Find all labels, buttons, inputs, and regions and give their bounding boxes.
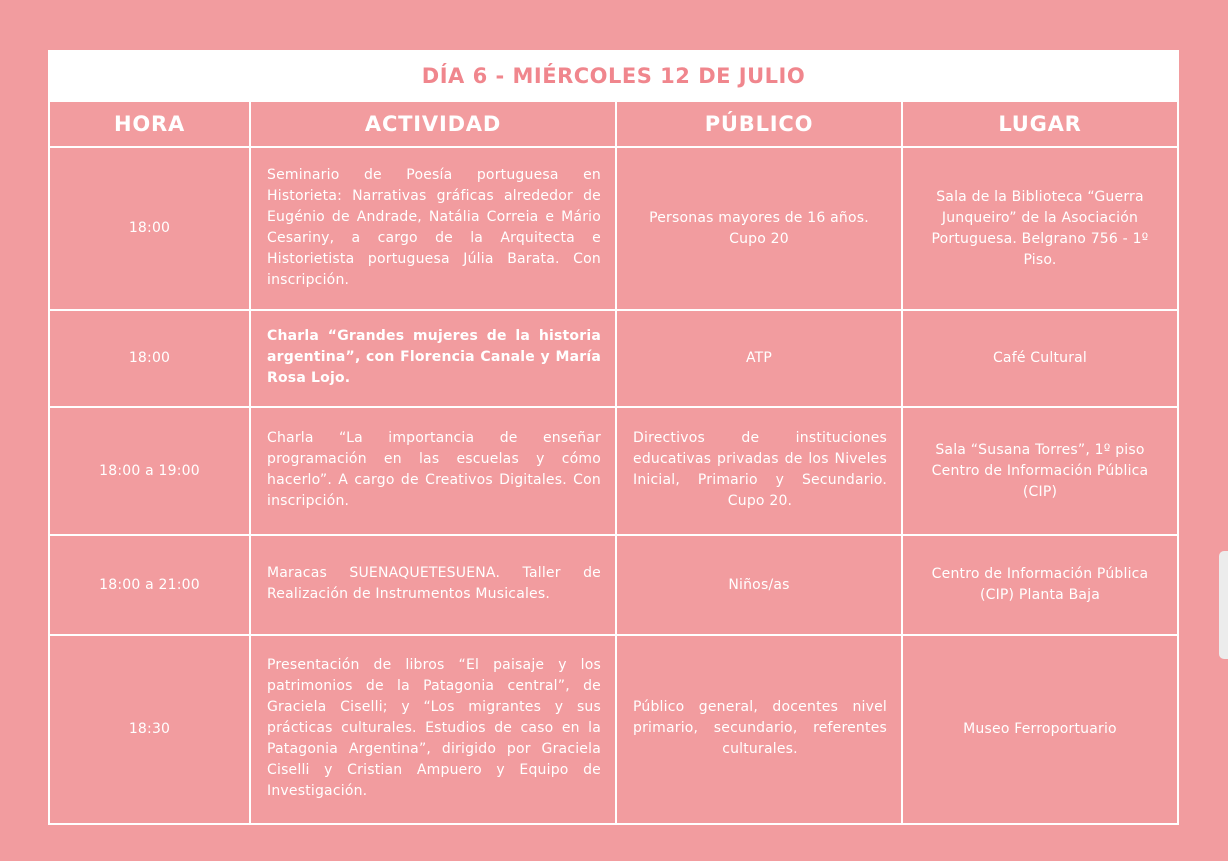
cell-actividad: Charla “La importancia de enseñar programación en las escuelas y cómo hacerlo”. A cargo de Creativos Digitales. Con inscripción. [250,407,616,535]
table-row [50,407,1177,535]
cell-lugar: Sala de la Biblioteca “Guerra Junqueiro” de la Asociación Portuguesa. Belgrano 756 - 1º Piso. [902,147,1177,310]
cell-hora: 18:00 a 21:00 [50,535,250,635]
cell-actividad: Charla “Grandes mujeres de la historia argentina”, con Florencia Canale y María Rosa Lojo. [250,310,616,407]
cell-lugar: Café Cultural [902,310,1177,407]
table-row [50,310,1177,407]
cell-publico: Directivos de instituciones educativas privadas de los Niveles Inicial, Primario y Secundario. Cupo 20. [616,407,902,535]
cell-publico: Personas mayores de 16 años. Cupo 20 [616,147,902,310]
cell-hora: 18:30 [50,635,250,823]
header-row [50,101,1177,147]
table-row [50,147,1177,310]
cell-hora: 18:00 a 19:00 [50,407,250,535]
table-row [50,535,1177,635]
cell-hora: 18:00 [50,310,250,407]
cell-lugar: Centro de Información Pública (CIP) Planta Baja [902,535,1177,635]
day-title: DÍA 6 - MIÉRCOLES 12 DE JULIO [50,52,1177,100]
cell-publico: Público general, docentes nivel primario, secundario, referentes culturales. [616,635,902,823]
schedule-table [48,50,1179,825]
cell-actividad: Maracas SUENAQUETESUENA. Taller de Realización de Instrumentos Musicales. [250,535,616,635]
cell-lugar: Museo Ferroportuario [902,635,1177,823]
cell-actividad: Seminario de Poesía portuguesa en Historieta: Narrativas gráficas alrededor de Eugénio de Andrade, Natália Correia e Mário Cesariny, a cargo de la Arquitecta e Historietista portuguesa Júlia Barata. Con inscripción. [250,147,616,310]
cell-publico: ATP [616,310,902,407]
header-lugar: LUGAR [902,101,1177,147]
header-hora: HORA [50,101,250,147]
table-row [50,635,1177,823]
header-publico: PÚBLICO [616,101,902,147]
header-actividad: ACTIVIDAD [250,101,616,147]
cell-lugar: Sala “Susana Torres”, 1º piso Centro de Información Pública (CIP) [902,407,1177,535]
cell-publico: Niños/as [616,535,902,635]
cell-actividad: Presentación de libros “El paisaje y los patrimonios de la Patagonia central”, de Graciela Ciselli; y “Los migrantes y sus prácticas culturales. Estudios de caso en la Patagonia Argentina”, dirigido por Graciela Ciselli y Cristian Ampuero y Equipo de Investigación. [250,635,616,823]
schedule-grid [50,100,1177,823]
cell-hora: 18:00 [50,147,250,310]
side-scroll-tab[interactable] [1219,551,1228,659]
